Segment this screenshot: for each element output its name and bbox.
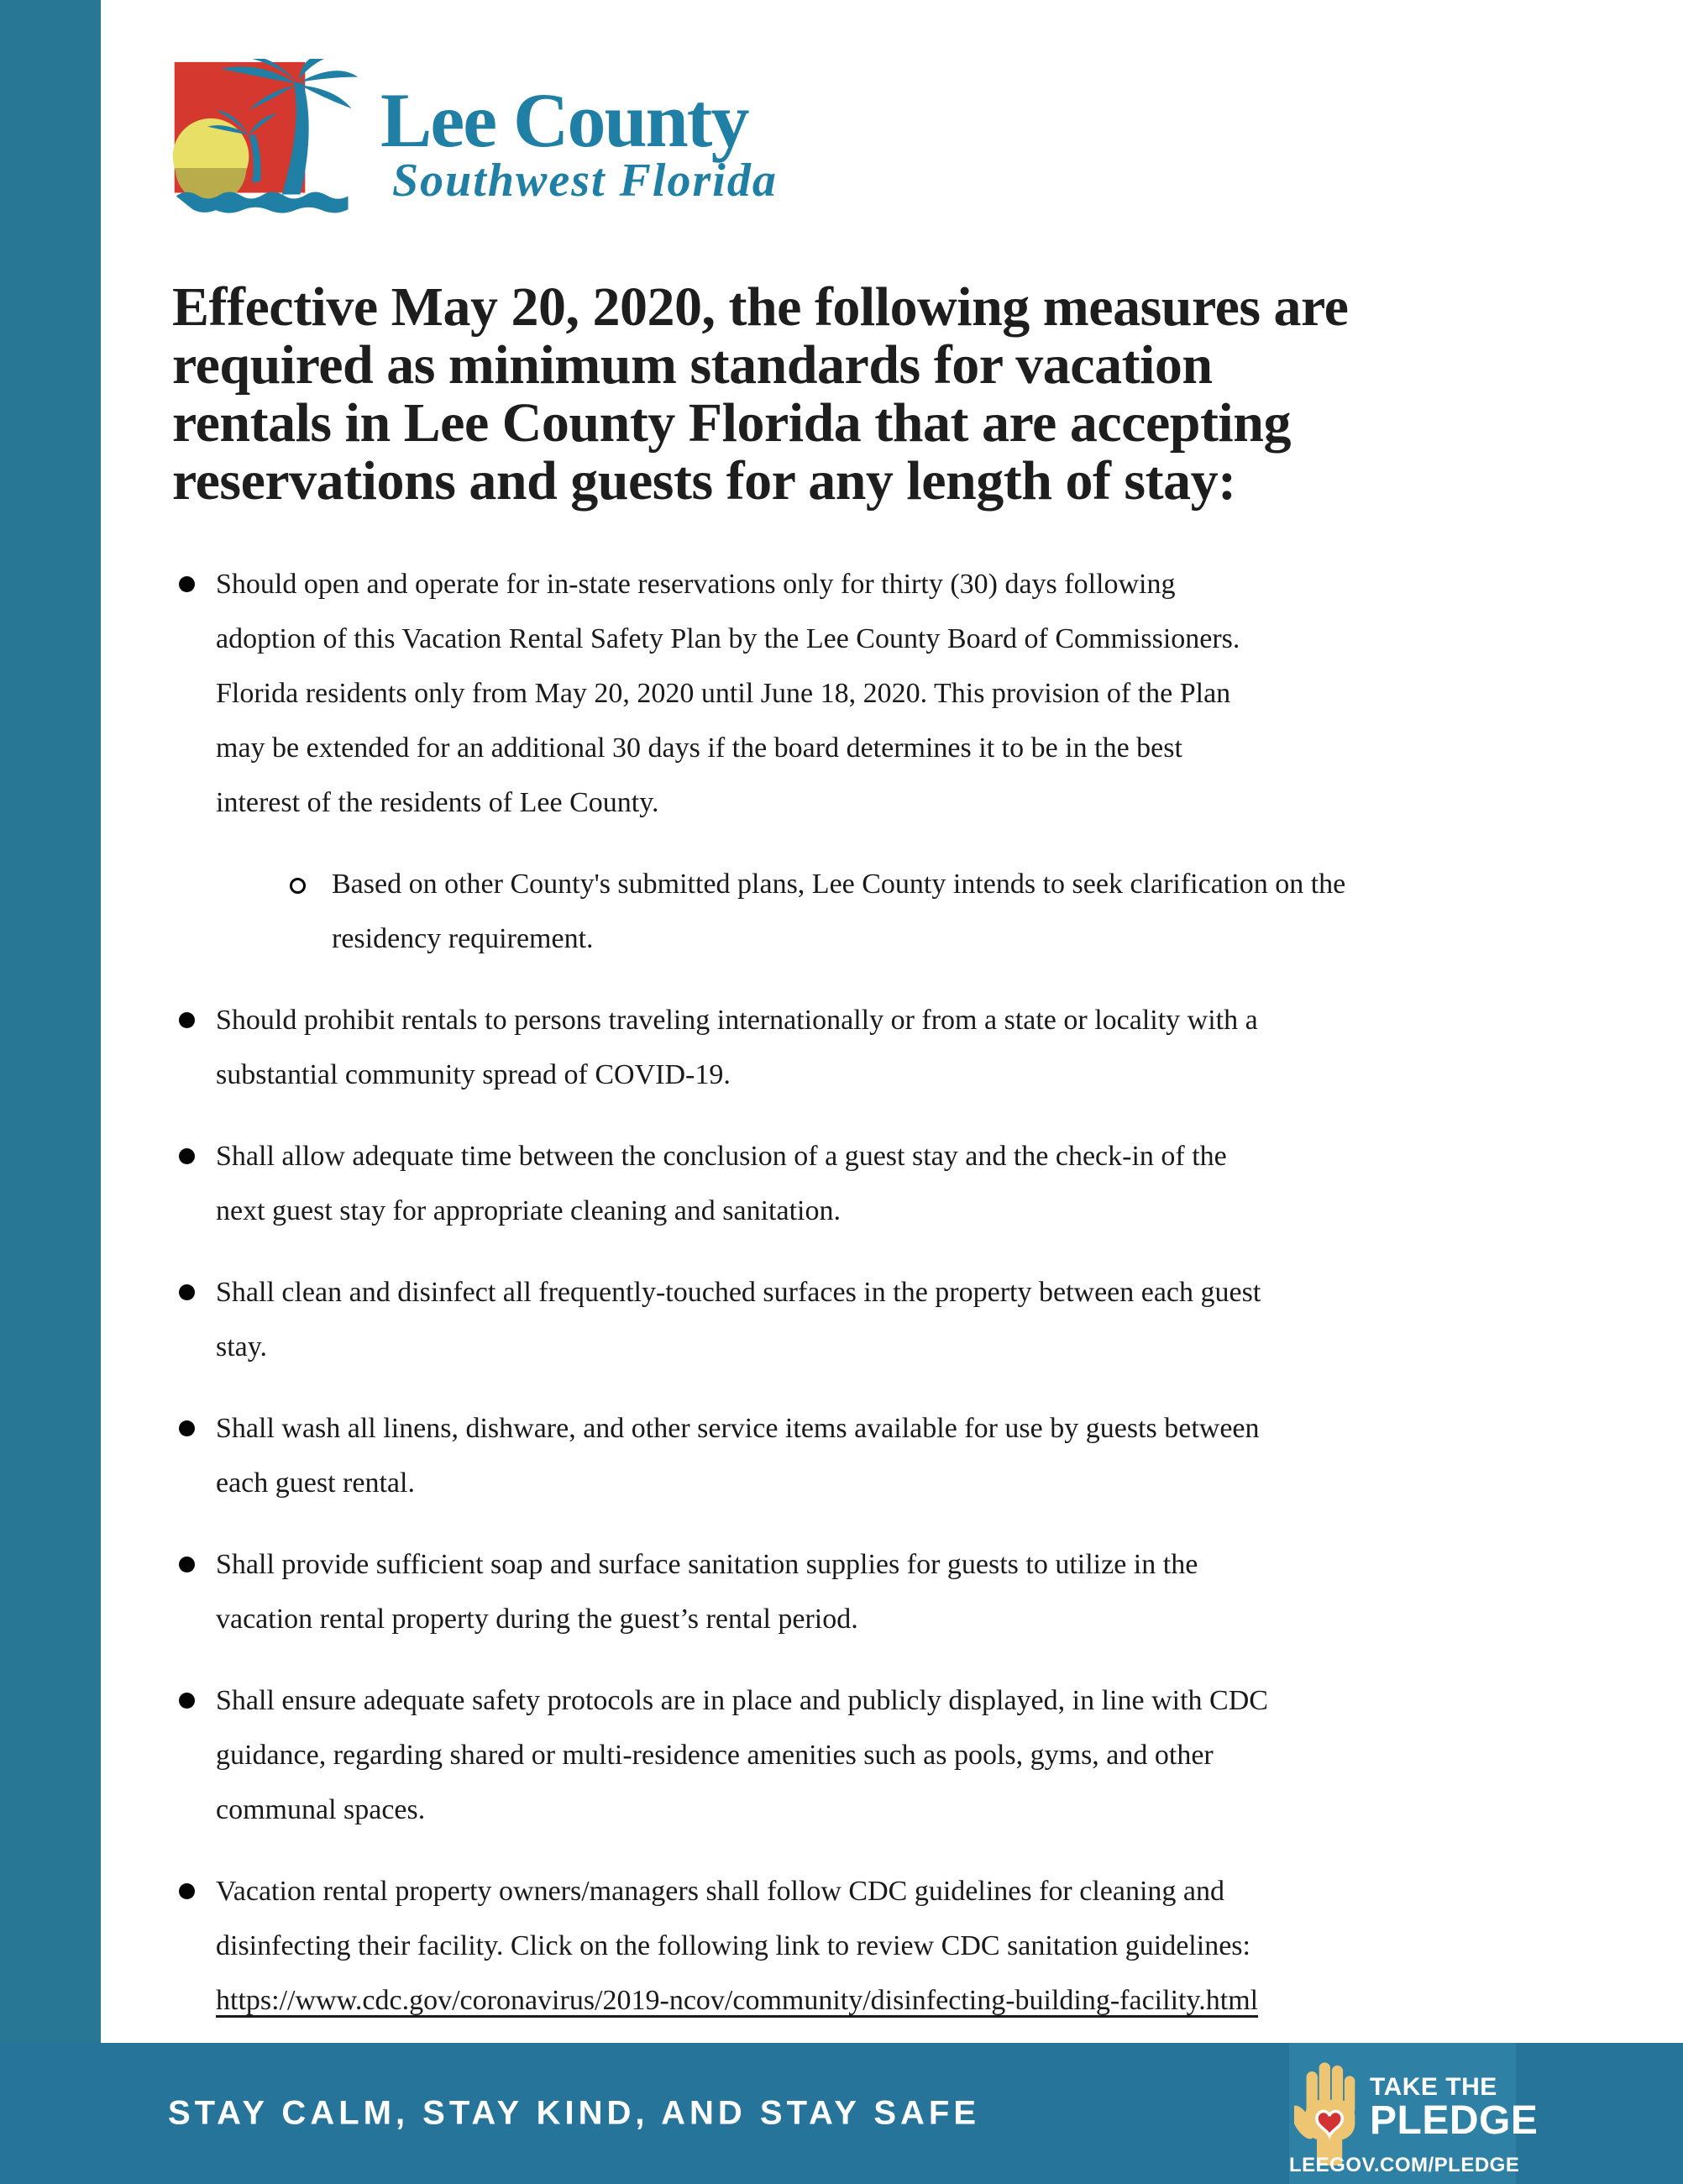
bullet-marker-icon xyxy=(179,1012,195,1028)
bullet-item xyxy=(172,993,1549,1102)
bullet-item xyxy=(172,1265,1549,1374)
bullet-line: adoption of this Vacation Rental Safety Plan by the Lee County Board of Commissioners. xyxy=(216,623,1240,654)
bullet-line: Shall clean and disinfect all frequently-touched surfaces in the property between each guest xyxy=(216,1277,1261,1308)
logo-subtitle: Southwest Florida xyxy=(392,155,778,207)
pledge-hand-heart-icon xyxy=(1294,2058,1366,2166)
footer-message: STAY CALM, STAY KIND, AND STAY SAFE xyxy=(168,2094,981,2132)
bullet-line: Shall provide sufficient soap and surface sanitation supplies for guests to utilize in the xyxy=(216,1549,1198,1580)
bullet-item xyxy=(172,1673,1549,1837)
bullet-line: vacation rental property during the guest’s rental period. xyxy=(216,1604,858,1635)
bullet-line: Shall ensure adequate safety protocols are in place and publicly displayed, in line with CDC xyxy=(216,1685,1268,1716)
bullet-line: Should prohibit rentals to persons traveling internationally or from a state or locality with a xyxy=(216,1005,1258,1036)
sub-list xyxy=(216,857,1549,966)
bullet-line: communal spaces. xyxy=(216,1794,426,1825)
bullet-line: Florida residents only from May 20, 2020 until June 18, 2020. This provision of the Plan xyxy=(216,678,1231,709)
sub-bullet-marker-icon xyxy=(290,878,306,894)
cdc-link[interactable]: https://www.cdc.gov/coronavirus/2019-ncov/community/disinfecting-building-facility.html xyxy=(216,1985,1259,2016)
bullet-marker-icon xyxy=(179,1148,195,1164)
bullet-marker-icon xyxy=(179,1420,195,1436)
pledge-pledge: PLEDGE xyxy=(1370,2098,1539,2143)
bullet-marker-icon xyxy=(179,1557,195,1572)
lee-county-logo xyxy=(172,59,1683,223)
pledge-badge xyxy=(1289,2043,1539,2184)
left-accent-stripe xyxy=(0,0,101,2184)
bullet-marker-icon xyxy=(179,1693,195,1709)
sub-bullet-line: residency requirement. xyxy=(332,923,594,954)
bullet-line: stay. xyxy=(216,1331,268,1362)
bullet-line: disinfecting their facility. Click on the following link to review CDC sanitation guidelines: xyxy=(216,1930,1250,1961)
bullet-line: guidance, regarding shared or multi-residence amenities such as pools, gyms, and other xyxy=(216,1740,1214,1771)
sub-bullet-item xyxy=(290,857,1549,966)
palm-tree-sun-icon xyxy=(172,59,364,220)
bullet-marker-icon xyxy=(179,1883,195,1899)
heading-line: reservations and guests for any length of stay: xyxy=(172,450,1236,512)
bullet-item xyxy=(172,1401,1549,1510)
sub-bullet-line: Based on other County's submitted plans, Lee County intends to seek clarification on the xyxy=(332,869,1346,900)
bullet-item xyxy=(172,557,1549,966)
bullet-line: Vacation rental property owners/managers shall follow CDC guidelines for cleaning and xyxy=(216,1876,1224,1907)
heading-line: required as minimum standards for vacation xyxy=(172,334,1213,396)
pledge-url: LEEGOV.COM/PLEDGE xyxy=(1289,2154,1520,2176)
bullet-marker-icon xyxy=(179,576,195,592)
document-content xyxy=(101,0,1683,2028)
bullet-item xyxy=(172,1537,1549,1646)
heading-line: rentals in Lee County Florida that are accepting xyxy=(172,392,1291,454)
document-heading xyxy=(172,278,1583,510)
bullet-line: each guest rental. xyxy=(216,1467,415,1499)
bullet-line: Shall allow adequate time between the conclusion of a guest stay and the check-in of the xyxy=(216,1141,1227,1172)
bullet-line: interest of the residents of Lee County. xyxy=(216,787,659,818)
bullet-line: Should open and operate for in-state reservations only for thirty (30) days following xyxy=(216,569,1176,600)
bullet-line: next guest stay for appropriate cleaning and sanitation. xyxy=(216,1195,841,1226)
pledge-text xyxy=(1370,2073,1539,2143)
footer-bar xyxy=(0,2043,1683,2184)
logo-title: Lee County xyxy=(380,77,748,163)
bullet-line: may be extended for an additional 30 days if the board determines it to be in the best xyxy=(216,732,1182,764)
measures-list xyxy=(172,557,1549,2028)
bullet-marker-icon xyxy=(179,1284,195,1300)
logo-wordmark xyxy=(380,59,778,205)
pledge-take-the: TAKE THE xyxy=(1370,2073,1497,2101)
bullet-item xyxy=(172,1864,1549,2028)
bullet-item xyxy=(172,1129,1549,1238)
bullet-line: substantial community spread of COVID-19. xyxy=(216,1059,731,1090)
bullet-line: Shall wash all linens, dishware, and other service items available for use by guests between xyxy=(216,1413,1260,1444)
heading-line: Effective May 20, 2020, the following measures are xyxy=(172,276,1349,338)
